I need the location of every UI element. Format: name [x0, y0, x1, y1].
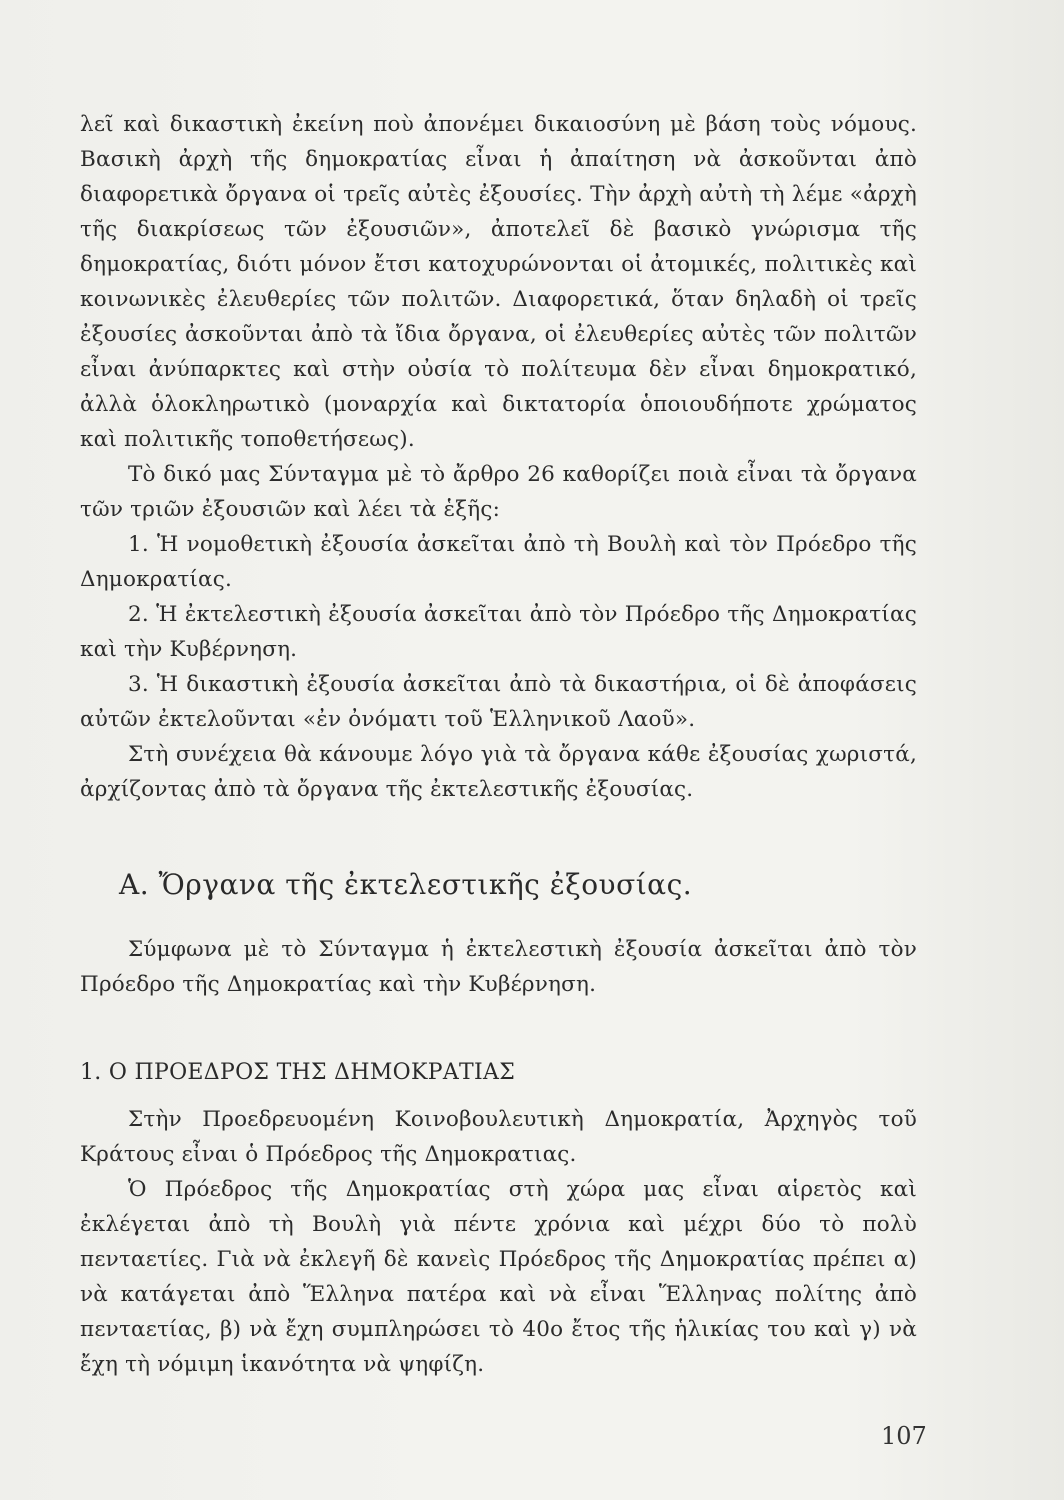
intro-block	[80, 107, 917, 807]
section-a-block	[80, 932, 917, 1002]
paragraph-2: Τὸ δικό μας Σύνταγμα μὲ τὸ ἄρθρο 26 καθορίζει ποιὰ εἶναι τὰ ὄργανα τῶν τριῶν ἐξουσιῶν καὶ λέει τὰ ἑξῆς:	[80, 462, 917, 522]
list-item-1: 1. Ἡ νομοθετικὴ ἐξουσία ἀσκεῖται ἀπὸ τὴ Βουλὴ καὶ τὸν Πρόεδρο τῆς Δημοκρατίας.	[80, 532, 917, 592]
paragraph-1: λεῖ καὶ δικαστικὴ ἐκείνη ποὺ ἀπονέμει δικαιοσύνη μὲ βάση τοὺς νόμους. Βασικὴ ἀρχὴ τῆς δημοκρατίας εἶναι ἡ ἀπαίτηση νὰ ἀσκοῦνται ἀπὸ διαφορετικὰ ὄργανα οἱ τρεῖς αὐτὲς ἐξουσίες. Τὴν ἀρχὴ αὐτὴ τὴ λέμε «ἀρχὴ τῆς διακρίσεως τῶν ἐξουσιῶν», ἀποτελεῖ δὲ βασικὸ γνώρισμα τῆς δημοκρατίας, διότι μόνον ἔτσι κατοχυρώνονται οἱ ἀτομικές, πολιτικὲς καὶ κοινωνικὲς ἐλευθερίες τῶν πολιτῶν. Διαφορετικά, ὅταν δηλαδὴ οἱ τρεῖς ἐξουσίες ἀσκοῦνται ἀπὸ τὰ ἴδια ὄργανα, οἱ ἐλευθερίες αὐτὲς τῶν πολιτῶν εἶναι ἀνύπαρκτες καὶ στὴν οὐσία τὸ πολίτευμα δὲν εἶναι δημοκρατικό, ἀλλὰ ὁλοκληρωτικὸ (μοναρχία καὶ δικτατορία ὁποιουδήποτε χρώματος καὶ πολιτικῆς τοποθετήσεως).	[80, 112, 917, 452]
list-item-2: 2. Ἡ ἐκτελεστικὴ ἐξουσία ἀσκεῖται ἀπὸ τὸν Πρόεδρο τῆς Δημοκρατίας καὶ τὴν Κυβέρνηση.	[80, 602, 917, 662]
section-1-paragraph-1: Στὴν Προεδρευομένη Κοινοβουλευτικὴ Δημοκρατία, Ἀρχηγὸς τοῦ Κράτους εἶναι ὁ Πρόεδρος τῆς Δημοκρατιας.	[80, 1107, 917, 1167]
section-1-paragraph-2: Ὁ Πρόεδρος τῆς Δημοκρατίας στὴ χώρα μας εἶναι αἱρετὸς καὶ ἐκλέγεται ἀπὸ τὴ Βουλὴ γιὰ πέντε χρόνια καὶ μέχρι δύο τὸ πολὺ πενταετίες. Γιὰ νὰ ἐκλεγῆ δὲ κανεὶς Πρόεδρος τῆς Δημοκρατίας πρέπει α) νὰ κατάγεται ἀπὸ Ἕλληνα πατέρα καὶ νὰ εἶναι Ἕλληνας πολίτης ἀπὸ πενταετίας, β) νὰ ἔχη συμπληρώσει τὸ 40ο ἔτος τῆς ἡλικίας του καὶ γ) νὰ ἔχη τὴ νόμιμη ἱκανότητα νὰ ψηφίζη.	[80, 1177, 917, 1377]
section-a-paragraph: Σύμφωνα μὲ τὸ Σύνταγμα ἡ ἐκτελεστικὴ ἐξουσία ἀσκεῖται ἀπὸ τὸν Πρόεδρο τῆς Δημοκρατίας καὶ τὴν Κυβέρνηση.	[80, 937, 917, 997]
section-heading-a: Α. Ὄργανα τῆς ἐκτελεστικῆς ἐξουσίας.	[119, 868, 693, 901]
section-1-block	[80, 1102, 917, 1382]
list-item-3: 3. Ἡ δικαστικὴ ἐξουσία ἀσκεῖται ἀπὸ τὰ δικαστήρια, οἱ δὲ ἀποφάσεις αὐτῶν ἐκτελοῦνται «ἐν ὀνόματι τοῦ Ἑλληνικοῦ Λαοῦ».	[80, 672, 917, 732]
paragraph-3: Στὴ συνέχεια θὰ κάνουμε λόγο γιὰ τὰ ὄργανα κάθε ἐξουσίας χωριστά, ἀρχίζοντας ἀπὸ τὰ ὄργανα τῆς ἐκτελεστικῆς ἐξουσίας.	[80, 742, 917, 802]
section-heading-1: 1. Ο ΠΡΟΕΔΡΟΣ ΤΗΣ ΔΗΜΟΚΡΑΤΙΑΣ	[80, 1060, 516, 1085]
page-number: 107	[881, 1422, 927, 1450]
